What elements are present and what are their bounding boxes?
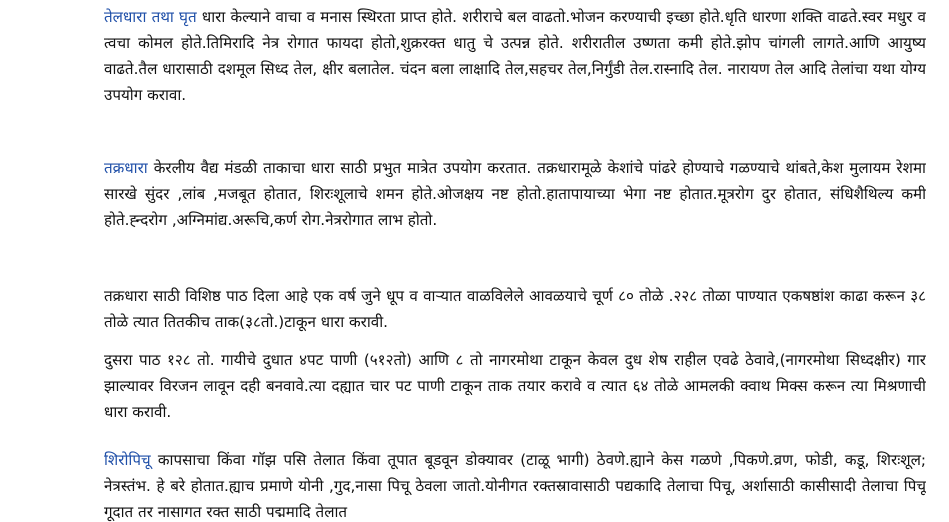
term-taildhara-ghrut: तेलधारा तथा घृत <box>104 8 197 26</box>
term-takradhara: तक्रधारा <box>104 159 148 177</box>
paragraph-takradhara-recipe-1 <box>104 283 926 335</box>
paragraph-text: धारा केल्याने वाचा व मनास स्थिरता प्राप्त होते. शरीराचे बल वाढतो.भोजन करण्याची इच्छा होते.धृति धारणा शक्ति वाढते.स्वर मधुर व त्वचा कोमल होते.तिमिरादि नेत्र रोगात फायदा होतो,शुक्ररक्त धातु चे उत्पन्न होते. शरीरातील उष्णता कमी होते.झोप चांगली लागते.आणि आयुष्य वाढते.तैल धारासाठी दशमूल सिध्द तेल, क्षीर बलातेल. चंदन बला लाक्षादि तेल,सहचर तेल,निर्गुंडी तेल.रास्नादि तेल. नारायण तेल आदि तेलांचा यथा योग्य उपयोग करावा. <box>104 8 926 104</box>
paragraph-text: केरलीय वैद्य मंडळी ताकाचा धारा साठी प्रभुत मात्रेत उपयोग करतात. तक्रधारामूळे केशांचे पांढरे होण्याचे गळण्याचे थांबते,केश मुलायम रेशमा सारखे सुंदर ,लांब ,मजबूत होतात, शिरःशूलाचे शमन होते.ओजक्षय नष्ट होतो.हातापायाच्या भेगा नष्ट होतात.मूत्ररोग दुर होतात, संधिशैथिल्य कमी होते.ह्न्दरोग ,अग्निमांद्य.अरूचि,कर्ण रोग.नेत्ररोगात लाभ होतो. <box>104 159 926 229</box>
article-body <box>104 0 926 522</box>
paragraph-text: कापसाचा किंवा गॉझ पसि तेलात किंवा तूपात बूडवून डोक्यावर (टाळू भागी) ठेवणे.ह्याने केस गळणे ,पिकणे.व्रण, फोडी, कडू, शिरःशूल; नेत्रस्तंभ. हे बरे होतात.ह्याच प्रमाणे योनी ,गुद,नासा पिचू ठेवला जातो.योनीगत रक्तस्रावासाठी पद्यकादि तेलाचा पिचू, अर्शासाठी कासीसादी तेलाचा पिचू गूदात तर नासागत रक्त साठी पद्ममादि तेलात <box>104 451 926 521</box>
paragraph-takradhara <box>104 155 926 233</box>
paragraph-taildhara <box>104 4 926 108</box>
paragraph-text: दुसरा पाठ १२८ तो. गायीचे दुधात ४पट पाणी (५१२तो) आणि ८ तो नागरमोथा टाकून केवल दुध शेष राहील एवढे ठेवावे,(नागरमोथा सिध्दक्षीर) गार झाल्यावर विरजन लावून दही बनवावे.त्या दह्यात चार पट पाणी टाकून ताक तयार करावे व त्यात ६४ तोळे आमलकी क्वाथ मिक्स करून त्या मिश्रणाची धारा करावी. <box>104 351 926 421</box>
term-shiropichu: शिरोपिचू <box>104 451 151 469</box>
paragraph-text: तक्रधारा साठी विशिष्ठ पाठ दिला आहे एक वर्ष जुने धूप व वाऱ्यात वाळविलेले आवळयाचे चूर्ण ८० तोळे .२२८ तोळा पाण्यात एकषष्ठांश काढा करून ३८ तोळे त्यात तितकीच ताक(३८तो.)टाकून धारा करावी. <box>104 287 926 331</box>
paragraph-shiropichu <box>104 447 926 522</box>
paragraph-takradhara-recipe-2 <box>104 347 926 425</box>
